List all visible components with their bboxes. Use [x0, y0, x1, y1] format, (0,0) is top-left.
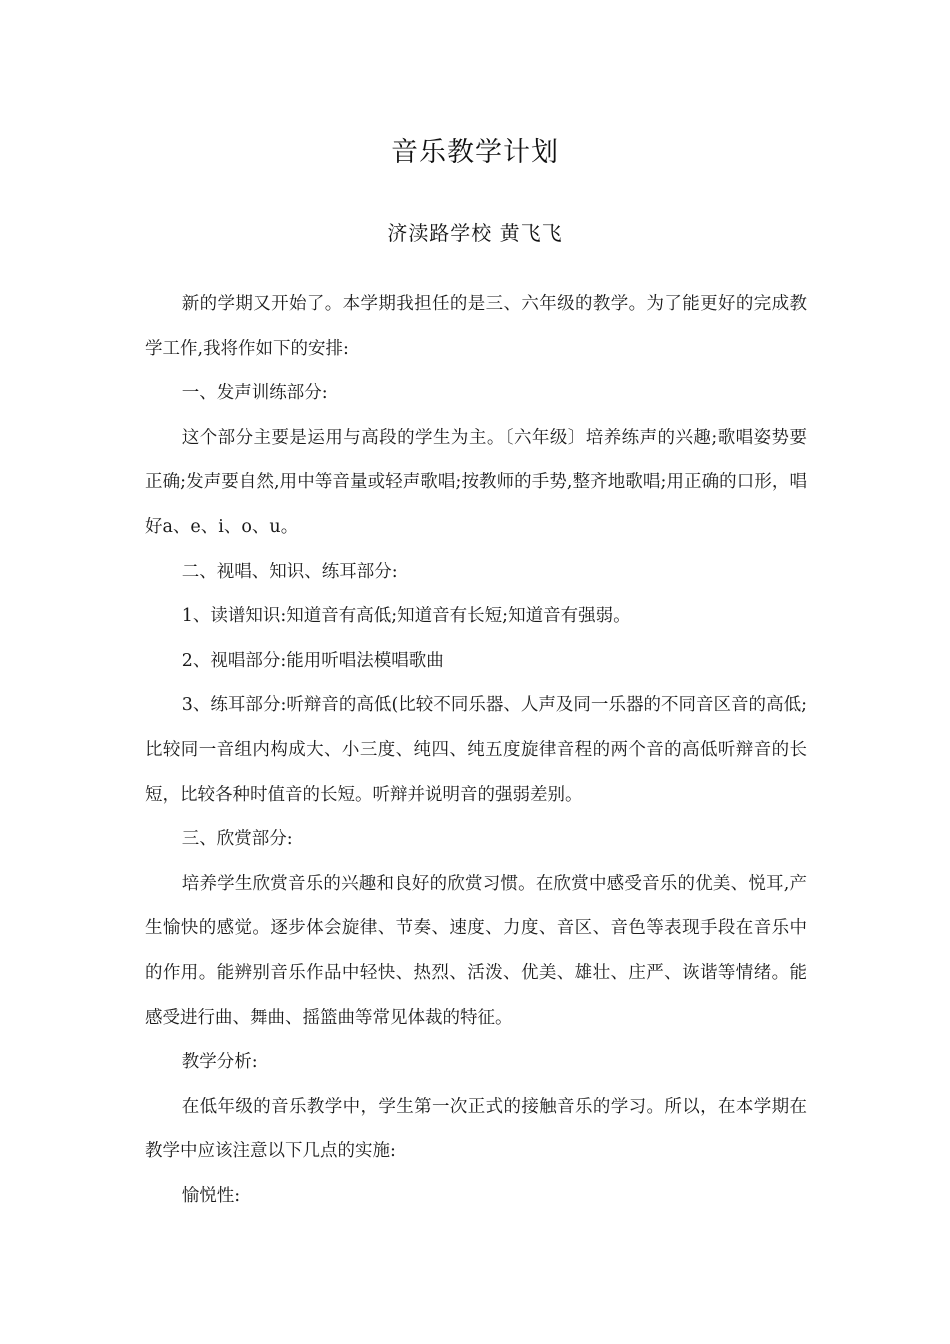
document-body — [145, 282, 807, 1218]
heading-sight-singing: 二、视唱、知识、练耳部分: — [181, 561, 398, 582]
paragraph-intro: 新的学期又开始了。本学期我担任的是三、六年级的教学。为了能更好的完成教学工作,我将作如下的安排: — [145, 294, 807, 359]
heading-appreciation: 三、欣赏部分: — [181, 829, 293, 850]
paragraph-notation: 1、读谱知识:知道音有高低;知道音有长短;知道音有强弱。 — [181, 606, 631, 627]
heading-vocal-training: 一、发声训练部分: — [181, 383, 328, 404]
heading-enjoyment: 愉悦性: — [181, 1185, 241, 1206]
paragraph-vocal-training: 这个部分主要是运用与高段的学生为主。〔六年级〕培养练声的兴趣;歌唱姿势要正确;发声要自然,用中等音量或轻声歌唱;按教师的手势,整齐地歌唱;用正确的口形，唱好a、e、i、o、u。 — [145, 427, 807, 537]
paragraph-ear-training: 3、练耳部分:听辩音的高低(比较不同乐器、人声及同一乐器的不同音区音的高低;比较同一音组内构成大、小三度、纯四、纯五度旋律音程的两个音的高低听辩音的长短，比较各种时值音的长短。听辩并说明音的强弱差别。 — [145, 695, 807, 805]
paragraph-sight-singing: 2、视唱部分:能用听唱法模唱歌曲 — [181, 650, 444, 671]
document-title: 音乐教学计划 — [391, 137, 559, 168]
heading-teaching-analysis: 教学分析: — [181, 1052, 258, 1073]
paragraph-teaching-analysis: 在低年级的音乐教学中，学生第一次正式的接触音乐的学习。所以，在本学期在教学中应该注意以下几点的实施: — [145, 1096, 807, 1162]
document-author: 济渎路学校 黄飞飞 — [387, 221, 563, 245]
paragraph-appreciation: 培养学生欣赏音乐的兴趣和良好的欣赏习惯。在欣赏中感受音乐的优美、悦耳,产生愉快的感觉。逐步体会旋律、节奏、速度、力度、音区、音色等表现手段在音乐中的作用。能辨别音乐作品中轻快、热烈、活泼、优美、雄壮、庄严、诙谐等情绪。能感受进行曲、舞曲、摇篮曲等常见体裁的特征。 — [145, 873, 807, 1028]
